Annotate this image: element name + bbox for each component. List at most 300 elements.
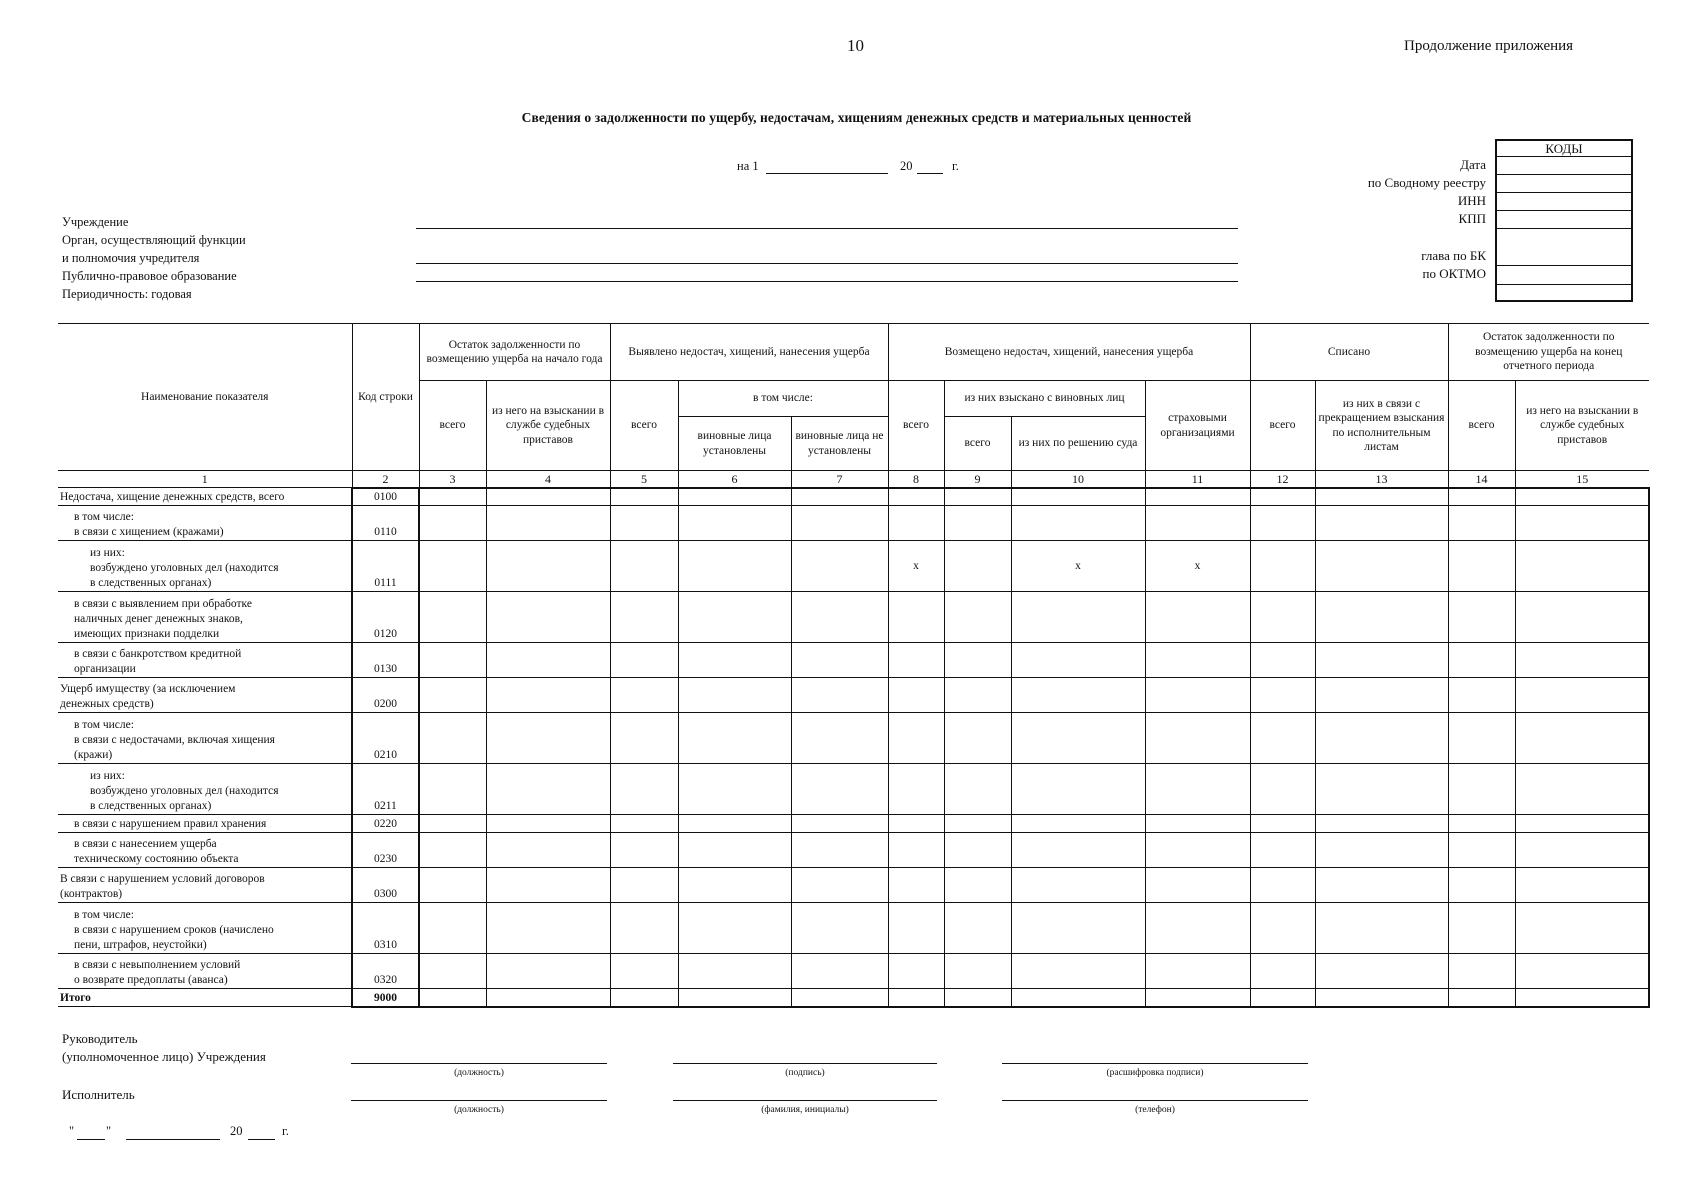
cell-col-10[interactable] bbox=[1011, 954, 1145, 989]
authority-field[interactable] bbox=[416, 263, 1238, 264]
row-label: Недостача, хищение денежных средств, всего bbox=[58, 488, 352, 506]
row-label: Ущерб имуществу (за исключением денежных средств) bbox=[58, 678, 352, 713]
sign-date-quote-open: " bbox=[69, 1124, 75, 1138]
caption-signature: (подпись) bbox=[785, 1068, 825, 1078]
col-number: 3 bbox=[419, 471, 486, 488]
cell-col-3[interactable] bbox=[419, 541, 486, 592]
sign-date-month-field[interactable] bbox=[126, 1139, 220, 1140]
cell-col-15[interactable] bbox=[1515, 592, 1649, 643]
cell-col-7[interactable] bbox=[791, 903, 888, 954]
row-label: в связи с выявлением при обработке наличных денег денежных знаков, имеющих признаки подделки bbox=[58, 592, 352, 643]
cell-col-4[interactable] bbox=[486, 764, 610, 815]
cell-col-13[interactable] bbox=[1315, 989, 1448, 1007]
cell-col-7[interactable] bbox=[791, 989, 888, 1007]
cell-col-11[interactable] bbox=[1145, 643, 1250, 678]
sign-date-quote-close: " bbox=[106, 1124, 112, 1138]
cell-col-5[interactable] bbox=[610, 541, 678, 592]
cell-col-15[interactable] bbox=[1515, 764, 1649, 815]
cell-col-15[interactable] bbox=[1515, 833, 1649, 868]
cell-col-8[interactable] bbox=[888, 713, 944, 764]
cell-col-12[interactable] bbox=[1250, 488, 1315, 506]
page-number: 10 bbox=[847, 36, 864, 55]
row-code: 0211 bbox=[352, 764, 419, 815]
cell-col-13[interactable] bbox=[1315, 592, 1448, 643]
code-date-cell[interactable] bbox=[1497, 157, 1631, 175]
row-label: в связи с банкротством кредитной организации bbox=[58, 643, 352, 678]
col5-header: всего bbox=[610, 381, 678, 471]
cell-col-10[interactable] bbox=[1011, 592, 1145, 643]
col-number: 6 bbox=[678, 471, 791, 488]
cell-col-6[interactable] bbox=[678, 592, 791, 643]
row-code: 0310 bbox=[352, 903, 419, 954]
col14-header: всего bbox=[1448, 381, 1515, 471]
cell-col-4[interactable] bbox=[486, 678, 610, 713]
cell-col-12[interactable] bbox=[1250, 643, 1315, 678]
revealed-including-header: в том числе: bbox=[678, 381, 888, 417]
cell-col-11[interactable] bbox=[1145, 764, 1250, 815]
cell-col-6[interactable] bbox=[678, 764, 791, 815]
cell-col-7[interactable] bbox=[791, 833, 888, 868]
cell-col-6[interactable] bbox=[678, 678, 791, 713]
date-year-field[interactable] bbox=[917, 173, 943, 174]
cell-col-14[interactable] bbox=[1448, 903, 1515, 954]
col-code-header: Код строки bbox=[352, 324, 419, 471]
cell-col-3[interactable] bbox=[419, 506, 486, 541]
code-bk-cell[interactable] bbox=[1497, 229, 1631, 266]
cell-col-12[interactable] bbox=[1250, 833, 1315, 868]
cell-col-10[interactable] bbox=[1011, 678, 1145, 713]
recovered-from-culprits-header: из них взыскано с виновных лиц bbox=[944, 381, 1145, 417]
cell-col-12[interactable] bbox=[1250, 764, 1315, 815]
cell-col-6[interactable] bbox=[678, 903, 791, 954]
cell-col-12[interactable] bbox=[1250, 903, 1315, 954]
cell-col-15[interactable] bbox=[1515, 868, 1649, 903]
cell-col-4[interactable] bbox=[486, 488, 610, 506]
cell-col-4[interactable] bbox=[486, 592, 610, 643]
table-row bbox=[58, 903, 1649, 954]
cell-col-3[interactable] bbox=[419, 815, 486, 833]
cell-col-14[interactable] bbox=[1448, 989, 1515, 1007]
cell-col-9[interactable] bbox=[944, 713, 1011, 764]
cell-col-5[interactable] bbox=[610, 506, 678, 541]
row-label: в том числе: в связи с хищением (кражами) bbox=[58, 506, 352, 541]
cell-col-6[interactable] bbox=[678, 833, 791, 868]
cell-col-9[interactable] bbox=[944, 833, 1011, 868]
cell-col-8[interactable] bbox=[888, 815, 944, 833]
col-number: 2 bbox=[352, 471, 419, 488]
authority-label-1: Орган, осуществляющий функции bbox=[62, 233, 246, 247]
cell-col-14[interactable] bbox=[1448, 643, 1515, 678]
cell-col-5[interactable] bbox=[610, 815, 678, 833]
caption-position: (должность) bbox=[454, 1068, 504, 1078]
row-code: 0300 bbox=[352, 868, 419, 903]
date-suffix: г. bbox=[952, 159, 959, 173]
institution-label: Учреждение bbox=[62, 215, 129, 229]
municipality-label: Публично-правовое образование bbox=[62, 269, 237, 283]
cell-col-10[interactable] bbox=[1011, 506, 1145, 541]
cell-col-11[interactable] bbox=[1145, 592, 1250, 643]
sign-date-suffix: г. bbox=[282, 1124, 289, 1138]
head-signature-field[interactable] bbox=[673, 1063, 937, 1064]
cell-col-15[interactable] bbox=[1515, 713, 1649, 764]
cell-col-13[interactable] bbox=[1315, 954, 1448, 989]
cell-col-13[interactable] bbox=[1315, 764, 1448, 815]
cell-col-15[interactable] bbox=[1515, 678, 1649, 713]
col6-header: виновные лица установлены bbox=[678, 417, 791, 471]
periodicity-label: Периодичность: годовая bbox=[62, 287, 192, 301]
row-code: 0220 bbox=[352, 815, 419, 833]
cell-col-8[interactable] bbox=[888, 643, 944, 678]
cell-col-14[interactable] bbox=[1448, 592, 1515, 643]
institution-field[interactable] bbox=[416, 228, 1238, 229]
cell-col-15[interactable] bbox=[1515, 506, 1649, 541]
row-code: 0111 bbox=[352, 541, 419, 592]
cell-col-14[interactable] bbox=[1448, 713, 1515, 764]
cell-col-13[interactable] bbox=[1315, 815, 1448, 833]
cell-col-8[interactable] bbox=[888, 833, 944, 868]
cell-col-3[interactable] bbox=[419, 488, 486, 506]
cell-col-3[interactable] bbox=[419, 903, 486, 954]
code-label-date: Дата bbox=[1460, 157, 1486, 172]
table-row bbox=[58, 954, 1649, 989]
group-revealed: Выявлено недостач, хищений, нанесения ущерба bbox=[610, 324, 888, 381]
table-row bbox=[58, 643, 1649, 678]
cell-col-4[interactable] bbox=[486, 903, 610, 954]
cell-col-3[interactable] bbox=[419, 989, 486, 1007]
cell-col-5[interactable] bbox=[610, 868, 678, 903]
table-row bbox=[58, 506, 1649, 541]
code-oktmo-cell[interactable] bbox=[1497, 266, 1631, 285]
cell-col-11[interactable] bbox=[1145, 833, 1250, 868]
caption-phone: (телефон) bbox=[1135, 1105, 1175, 1115]
col3-header: всего bbox=[419, 381, 486, 471]
cell-col-14[interactable] bbox=[1448, 506, 1515, 541]
cell-col-10[interactable] bbox=[1011, 989, 1145, 1007]
cell-col-5[interactable] bbox=[610, 954, 678, 989]
cell-col-13[interactable] bbox=[1315, 833, 1448, 868]
cell-col-7[interactable] bbox=[791, 764, 888, 815]
row-code: 0120 bbox=[352, 592, 419, 643]
cell-col-4[interactable] bbox=[486, 713, 610, 764]
cell-col-9[interactable] bbox=[944, 592, 1011, 643]
cell-col-13[interactable] bbox=[1315, 643, 1448, 678]
row-label: в связи с невыполнением условий о возврате предоплаты (аванса) bbox=[58, 954, 352, 989]
cell-col-4[interactable] bbox=[486, 989, 610, 1007]
cell-col-5[interactable] bbox=[610, 713, 678, 764]
cell-col-7[interactable] bbox=[791, 643, 888, 678]
cell-col-9[interactable] bbox=[944, 868, 1011, 903]
group-written-off: Списано bbox=[1250, 324, 1448, 381]
head-label-2: (уполномоченное лицо) Учреждения bbox=[62, 1049, 266, 1064]
cell-col-14[interactable] bbox=[1448, 678, 1515, 713]
cell-col-7[interactable] bbox=[791, 868, 888, 903]
sign-date-year-field[interactable] bbox=[248, 1139, 275, 1140]
row-label: из них: возбуждено уголовных дел (находится в следственных органах) bbox=[58, 764, 352, 815]
table-row bbox=[58, 764, 1649, 815]
cell-col-6[interactable] bbox=[678, 541, 791, 592]
cell-col-12[interactable] bbox=[1250, 592, 1315, 643]
caption-position-2: (должность) bbox=[454, 1105, 504, 1115]
cell-col-14[interactable] bbox=[1448, 815, 1515, 833]
group-opening-balance: Остаток задолженности по возмещению ущерба на начало года bbox=[419, 324, 610, 381]
form-title: Сведения о задолженности по ущербу, недостачам, хищениям денежных средств и материальных ценностей bbox=[521, 110, 1192, 125]
cell-col-6[interactable] bbox=[678, 954, 791, 989]
table-row bbox=[58, 833, 1649, 868]
cell-col-11[interactable] bbox=[1145, 903, 1250, 954]
cell-col-4[interactable] bbox=[486, 815, 610, 833]
cell-col-5[interactable] bbox=[610, 488, 678, 506]
cell-col-7[interactable] bbox=[791, 506, 888, 541]
cell-col-12[interactable] bbox=[1250, 989, 1315, 1007]
cell-col-4[interactable] bbox=[486, 954, 610, 989]
code-label-registry: по Сводному реестру bbox=[1367, 175, 1486, 190]
cell-col-11[interactable] bbox=[1145, 989, 1250, 1007]
col12-header: всего bbox=[1250, 381, 1315, 471]
col4-header: из него на взыскании в службе судебных приставов bbox=[486, 381, 610, 471]
date-year-prefix: 20 bbox=[900, 159, 913, 173]
row-label: В связи с нарушением условий договоров (контрактов) bbox=[58, 868, 352, 903]
cell-col-7[interactable] bbox=[791, 488, 888, 506]
col11-header: страховыми организациями bbox=[1145, 381, 1250, 471]
cell-col-9[interactable] bbox=[944, 488, 1011, 506]
cell-col-8[interactable] bbox=[888, 488, 944, 506]
row-code: 0110 bbox=[352, 506, 419, 541]
col-number: 14 bbox=[1448, 471, 1515, 488]
col8-header: всего bbox=[888, 381, 944, 471]
cell-col-9[interactable] bbox=[944, 541, 1011, 592]
cell-col-3[interactable] bbox=[419, 764, 486, 815]
cell-col-10[interactable] bbox=[1011, 488, 1145, 506]
head-label-1: Руководитель bbox=[62, 1031, 138, 1046]
cell-col-3[interactable] bbox=[419, 643, 486, 678]
codes-box bbox=[1495, 139, 1633, 302]
cell-col-15[interactable] bbox=[1515, 903, 1649, 954]
cell-col-10[interactable] bbox=[1011, 643, 1145, 678]
cell-col-3[interactable] bbox=[419, 954, 486, 989]
col13-header: из них в связи с прекращением взыскания по исполнительным листам bbox=[1315, 381, 1448, 471]
cell-col-14[interactable] bbox=[1448, 954, 1515, 989]
caption-decoding: (расшифровка подписи) bbox=[1106, 1068, 1204, 1078]
cell-col-6[interactable] bbox=[678, 488, 791, 506]
code-registry-cell[interactable] bbox=[1497, 175, 1631, 193]
table-row bbox=[58, 989, 1649, 1007]
cell-col-10[interactable] bbox=[1011, 713, 1145, 764]
col-number: 1 bbox=[58, 471, 352, 488]
municipality-field[interactable] bbox=[416, 281, 1238, 282]
authority-label-2: и полномочия учредителя bbox=[62, 251, 200, 265]
cell-col-13[interactable] bbox=[1315, 541, 1448, 592]
cell-col-14[interactable] bbox=[1448, 541, 1515, 592]
cell-col-12[interactable] bbox=[1250, 678, 1315, 713]
cell-col-7[interactable] bbox=[791, 678, 888, 713]
col-number: 9 bbox=[944, 471, 1011, 488]
cell-col-9[interactable] bbox=[944, 643, 1011, 678]
col-number: 11 bbox=[1145, 471, 1250, 488]
cell-col-4[interactable] bbox=[486, 643, 610, 678]
cell-col-7[interactable] bbox=[791, 592, 888, 643]
cell-col-15[interactable] bbox=[1515, 488, 1649, 506]
col7-header: виновные лица не установлены bbox=[791, 417, 888, 471]
cell-col-15[interactable] bbox=[1515, 954, 1649, 989]
cell-col-11[interactable] bbox=[1145, 713, 1250, 764]
cell-col-7[interactable] bbox=[791, 815, 888, 833]
cell-col-8[interactable] bbox=[888, 868, 944, 903]
cell-col-11-mark: x bbox=[1145, 541, 1250, 592]
head-decoding-field[interactable] bbox=[1002, 1063, 1308, 1064]
executor-position-field[interactable] bbox=[351, 1100, 607, 1101]
executor-phone-field[interactable] bbox=[1002, 1100, 1308, 1101]
sign-date-year-prefix: 20 bbox=[230, 1124, 243, 1138]
cell-col-5[interactable] bbox=[610, 903, 678, 954]
col-number: 5 bbox=[610, 471, 678, 488]
cell-col-12[interactable] bbox=[1250, 815, 1315, 833]
cell-col-11[interactable] bbox=[1145, 815, 1250, 833]
cell-col-5[interactable] bbox=[610, 764, 678, 815]
cell-col-5[interactable] bbox=[610, 678, 678, 713]
cell-col-12[interactable] bbox=[1250, 506, 1315, 541]
cell-col-9[interactable] bbox=[944, 815, 1011, 833]
cell-col-3[interactable] bbox=[419, 678, 486, 713]
cell-col-7[interactable] bbox=[791, 713, 888, 764]
cell-col-6[interactable] bbox=[678, 713, 791, 764]
cell-col-13[interactable] bbox=[1315, 903, 1448, 954]
cell-col-15[interactable] bbox=[1515, 541, 1649, 592]
cell-col-9[interactable] bbox=[944, 954, 1011, 989]
cell-col-3[interactable] bbox=[419, 592, 486, 643]
cell-col-4[interactable] bbox=[486, 833, 610, 868]
cell-col-5[interactable] bbox=[610, 833, 678, 868]
cell-col-9[interactable] bbox=[944, 506, 1011, 541]
code-inn-cell[interactable] bbox=[1497, 193, 1631, 211]
cell-col-11[interactable] bbox=[1145, 954, 1250, 989]
cell-col-4[interactable] bbox=[486, 868, 610, 903]
cell-col-6[interactable] bbox=[678, 506, 791, 541]
row-code: 9000 bbox=[352, 989, 419, 1007]
cell-col-6[interactable] bbox=[678, 868, 791, 903]
col9-header: всего bbox=[944, 417, 1011, 471]
cell-col-9[interactable] bbox=[944, 764, 1011, 815]
cell-col-12[interactable] bbox=[1250, 868, 1315, 903]
cell-col-10[interactable] bbox=[1011, 764, 1145, 815]
executor-name-field[interactable] bbox=[673, 1100, 937, 1101]
head-position-field[interactable] bbox=[351, 1063, 607, 1064]
cell-col-8[interactable] bbox=[888, 678, 944, 713]
cell-col-8-mark: x bbox=[888, 541, 944, 592]
row-code: 0130 bbox=[352, 643, 419, 678]
cell-col-12[interactable] bbox=[1250, 954, 1315, 989]
col-number: 7 bbox=[791, 471, 888, 488]
cell-col-14[interactable] bbox=[1448, 833, 1515, 868]
table-row bbox=[58, 713, 1649, 764]
cell-col-8[interactable] bbox=[888, 592, 944, 643]
cell-col-13[interactable] bbox=[1315, 506, 1448, 541]
cell-col-3[interactable] bbox=[419, 868, 486, 903]
cell-col-11[interactable] bbox=[1145, 678, 1250, 713]
cell-col-10[interactable] bbox=[1011, 868, 1145, 903]
code-label-inn: ИНН bbox=[1457, 193, 1486, 208]
col15-header: из него на взыскании в службе судебных приставов bbox=[1515, 381, 1649, 471]
col-number: 10 bbox=[1011, 471, 1145, 488]
group-reimbursed: Возмещено недостач, хищений, нанесения ущерба bbox=[888, 324, 1250, 381]
date-prefix: на 1 bbox=[737, 159, 759, 173]
cell-col-14[interactable] bbox=[1448, 488, 1515, 506]
col-number: 12 bbox=[1250, 471, 1315, 488]
table-row bbox=[58, 868, 1649, 903]
cell-col-8[interactable] bbox=[888, 764, 944, 815]
row-code: 0320 bbox=[352, 954, 419, 989]
cell-col-6[interactable] bbox=[678, 989, 791, 1007]
cell-col-8[interactable] bbox=[888, 954, 944, 989]
cell-col-5[interactable] bbox=[610, 989, 678, 1007]
cell-col-9[interactable] bbox=[944, 678, 1011, 713]
cell-col-13[interactable] bbox=[1315, 488, 1448, 506]
row-label: в связи с нанесением ущерба техническому состоянию объекта bbox=[58, 833, 352, 868]
date-day-month-field[interactable] bbox=[766, 173, 888, 174]
cell-col-11[interactable] bbox=[1145, 868, 1250, 903]
caption-name: (фамилия, инициалы) bbox=[761, 1105, 849, 1115]
row-code: 0100 bbox=[352, 488, 419, 506]
row-code: 0200 bbox=[352, 678, 419, 713]
cell-col-7[interactable] bbox=[791, 541, 888, 592]
row-code: 0210 bbox=[352, 713, 419, 764]
cell-col-3[interactable] bbox=[419, 713, 486, 764]
cell-col-12[interactable] bbox=[1250, 713, 1315, 764]
cell-col-9[interactable] bbox=[944, 989, 1011, 1007]
row-label: в том числе: в связи с недостачами, включая хищения (кражи) bbox=[58, 713, 352, 764]
cell-col-15[interactable] bbox=[1515, 643, 1649, 678]
cell-col-15[interactable] bbox=[1515, 989, 1649, 1007]
cell-col-9[interactable] bbox=[944, 903, 1011, 954]
table-row bbox=[58, 541, 1649, 592]
debt-table bbox=[58, 323, 1650, 1008]
cell-col-5[interactable] bbox=[610, 592, 678, 643]
cell-col-15[interactable] bbox=[1515, 815, 1649, 833]
cell-col-4[interactable] bbox=[486, 506, 610, 541]
cell-col-3[interactable] bbox=[419, 833, 486, 868]
row-code: 0230 bbox=[352, 833, 419, 868]
code-label-kpp: КПП bbox=[1458, 211, 1486, 226]
cell-col-11[interactable] bbox=[1145, 506, 1250, 541]
cell-col-6[interactable] bbox=[678, 815, 791, 833]
cell-col-13[interactable] bbox=[1315, 678, 1448, 713]
row-label: из них: возбуждено уголовных дел (находится в следственных органах) bbox=[58, 541, 352, 592]
code-kpp-cell[interactable] bbox=[1497, 211, 1631, 229]
cell-col-5[interactable] bbox=[610, 643, 678, 678]
cell-col-8[interactable] bbox=[888, 506, 944, 541]
cell-col-13[interactable] bbox=[1315, 868, 1448, 903]
cell-col-10[interactable] bbox=[1011, 815, 1145, 833]
row-label: в связи с нарушением правил хранения bbox=[58, 815, 352, 833]
cell-col-8[interactable] bbox=[888, 903, 944, 954]
col-name-header: Наименование показателя bbox=[58, 324, 352, 471]
cell-col-7[interactable] bbox=[791, 954, 888, 989]
cell-col-4[interactable] bbox=[486, 541, 610, 592]
cell-col-8[interactable] bbox=[888, 989, 944, 1007]
cell-col-6[interactable] bbox=[678, 643, 791, 678]
code-periodicity-cell[interactable] bbox=[1497, 285, 1631, 300]
col-number: 15 bbox=[1515, 471, 1649, 488]
cell-col-14[interactable] bbox=[1448, 868, 1515, 903]
cell-col-10[interactable] bbox=[1011, 903, 1145, 954]
code-label-oktmo: по ОКТМО bbox=[1422, 266, 1486, 281]
sign-date-day-field[interactable] bbox=[77, 1139, 105, 1140]
cell-col-10[interactable] bbox=[1011, 833, 1145, 868]
cell-col-13[interactable] bbox=[1315, 713, 1448, 764]
cell-col-12[interactable] bbox=[1250, 541, 1315, 592]
cell-col-14[interactable] bbox=[1448, 764, 1515, 815]
column-numbers-row bbox=[58, 471, 1649, 488]
cell-col-11[interactable] bbox=[1145, 488, 1250, 506]
